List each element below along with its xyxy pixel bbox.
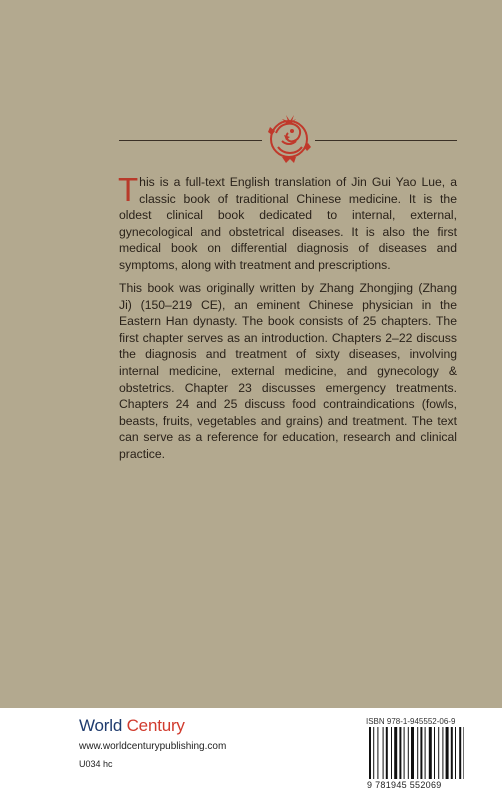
barcode	[369, 727, 464, 779]
description-paragraph-2: This book was originally written by Zhang Zhongjing (Zhang Ji) (150–219 CE), an eminent Chinese physician in the Eastern Han dynasty. The book consists of 25 chapters. The first chapter serves as an introduction. Chapters 2–22 discuss the diagnosis and treatment of sixty diseases, involving internal medicine, external medicine, and gynecology & obstetrics. Chapter 23 discusses emergency treatments. Chapters 24 and 25 discuss food contraindications (fowls, beasts, fruits, vegetables and grains) and treatment. The text can serve as a reference for education, research and clinical practice.	[119, 281, 457, 461]
dragon-phoenix-seal-icon	[266, 113, 312, 165]
product-code: U034 hc	[79, 759, 113, 769]
publisher-name-world: World	[79, 716, 127, 735]
divider-right	[315, 140, 457, 141]
drop-cap: T	[118, 171, 139, 208]
publisher-logo	[79, 716, 185, 736]
publisher-name-century: Century	[126, 716, 185, 735]
barcode-digits: 9 781945 552069	[367, 780, 442, 790]
paragraph-1-text: his is a full-text English translation of Jin Gui Yao Lue, a classic book of traditional Chinese medicine. It is the oldest clinical book dedicated to internal, external, gynecological and obstetrical diseases. It is also the first medical book on differential diagnosis of diseases and symptoms, along with treatment and prescriptions.	[119, 175, 457, 272]
publisher-url: www.worldcenturypublishing.com	[79, 741, 227, 752]
divider-left	[119, 140, 262, 141]
isbn-text: ISBN 978-1-945552-06-9	[366, 717, 456, 726]
description-paragraph-1	[118, 171, 457, 274]
